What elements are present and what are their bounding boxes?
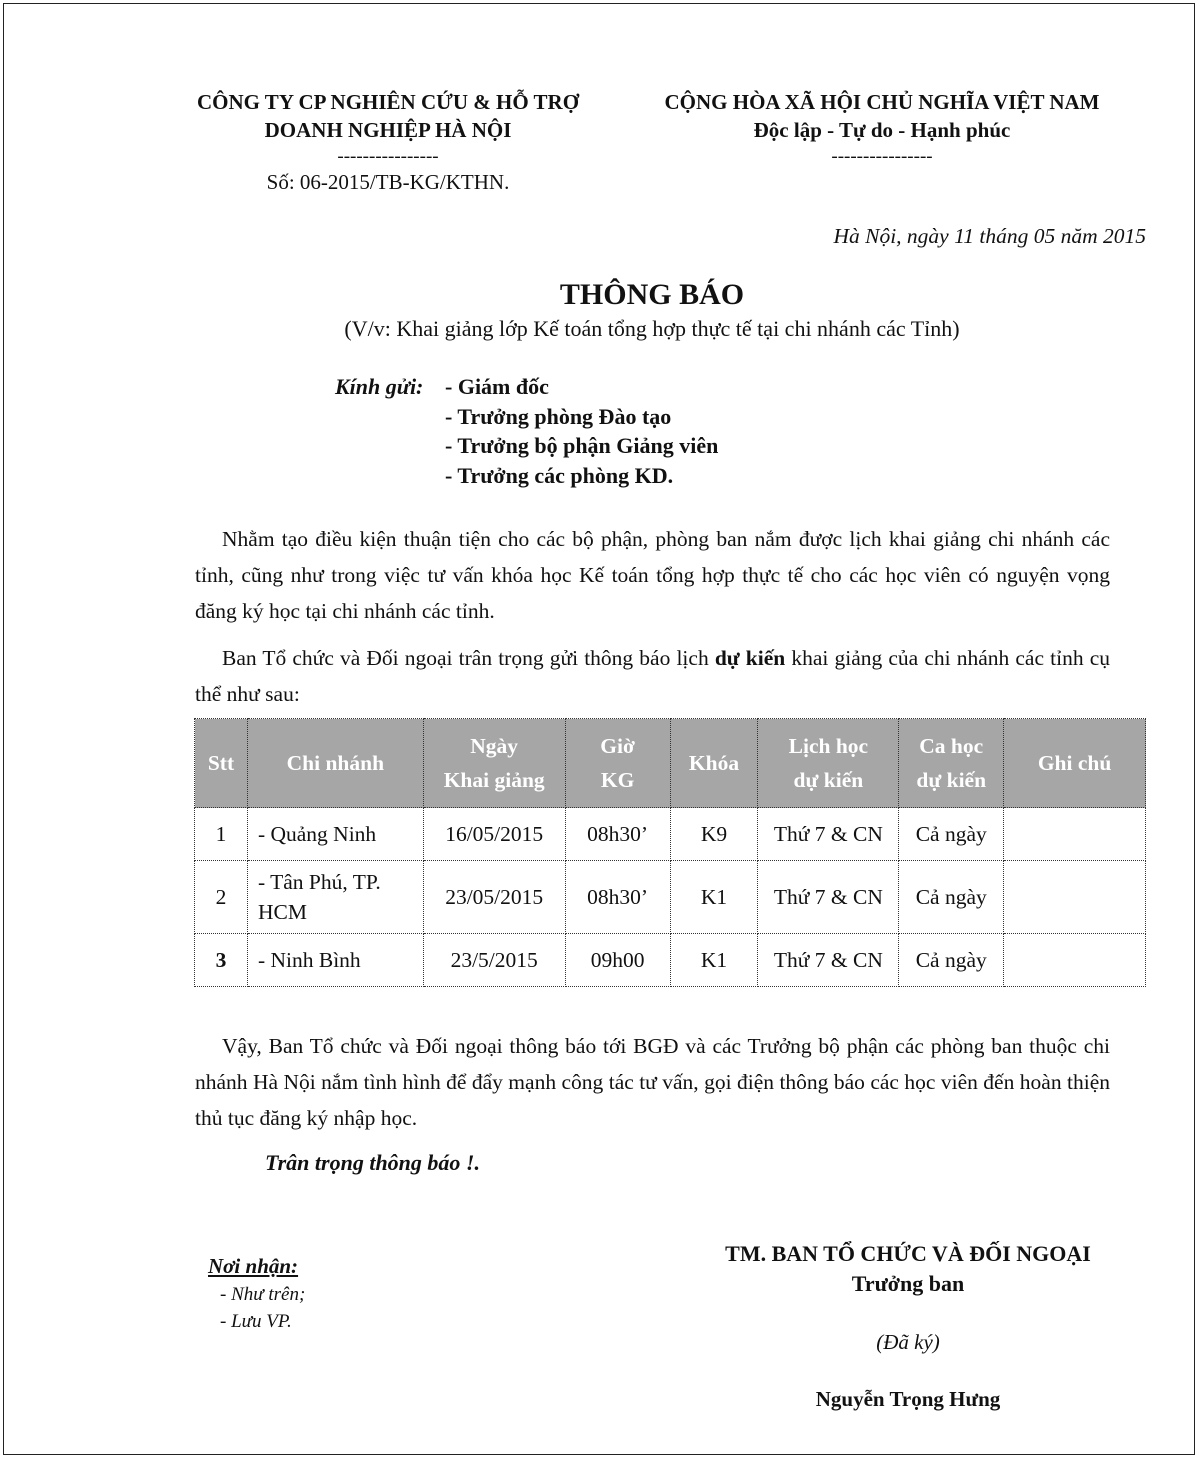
intro-paragraph: Nhằm tạo điều kiện thuận tiện cho các bộ phận, phòng ban nắm được lịch khai giảng chi nhánh các tỉnh, cũng như trong việc tư vấn khóa học Kế toán tổng hợp thực tế cho các học viên có nguyện vọng đăng ký học tại chi nhánh các tỉnh. — [195, 527, 1110, 623]
cell-schedule: Thứ 7 & CN — [758, 861, 899, 934]
cell-note — [1004, 934, 1146, 987]
company-name-line2: DOANH NGHIỆP HÀ NỘI — [264, 118, 512, 142]
schedule-table — [194, 718, 1146, 987]
table-header-row — [195, 719, 1146, 808]
header-branch-label: Chi nhánh — [286, 751, 385, 775]
company-name-line1: CÔNG TY CP NGHIÊN CỨU & HỖ TRỢ — [196, 90, 580, 114]
header-stt-label: Stt — [207, 751, 235, 775]
date-line: Hà Nội, ngày 11 tháng 05 năm 2015 — [833, 224, 1146, 248]
cell-branch: - Tân Phú, TP. HCM — [247, 861, 423, 934]
cell-stt: 1 — [195, 808, 248, 861]
cell-course: K9 — [670, 808, 758, 861]
conclusion-paragraph: Vậy, Ban Tổ chức và Đối ngoại thông báo tới BGĐ và các Trưởng bộ phận các phòng ban thuộc chi nhánh Hà Nội nắm tình hình để đẩy mạnh công tác tư vấn, gọi điện thông báo các học viên đến hoàn thiện thủ tục đăng ký nhập học. — [195, 1034, 1110, 1130]
right-divider: ---------------- — [831, 146, 933, 167]
header-branch — [247, 719, 423, 808]
table-row — [195, 934, 1146, 987]
announcement-text-start: Ban Tổ chức và Đối ngoại trân trọng gửi thông báo lịch — [222, 646, 715, 670]
header-course-label: Khóa — [688, 751, 740, 775]
header-time-line2: KG — [600, 768, 635, 792]
header-schedule-line2: dự kiến — [793, 768, 864, 792]
recipient-item: - Giám đốc — [445, 374, 549, 399]
cell-time: 08h30’ — [565, 808, 670, 861]
cell-course: K1 — [670, 861, 758, 934]
cell-shift: Cả ngày — [899, 808, 1004, 861]
left-divider: ---------------- — [337, 146, 439, 167]
cell-date: 23/05/2015 — [423, 861, 565, 934]
national-motto: Độc lập - Tự do - Hạnh phúc — [753, 118, 1011, 142]
recipient-item: - Trưởng các phòng KD. — [445, 463, 674, 488]
cell-shift: Cả ngày — [899, 861, 1004, 934]
document-number: Số: 06-2015/TB-KG/KTHN. — [266, 170, 510, 194]
signature-role: Trưởng ban — [851, 1271, 965, 1296]
table-row — [195, 808, 1146, 861]
header-schedule — [758, 719, 899, 808]
header-time-line1: Giờ — [600, 734, 635, 758]
cell-note — [1004, 808, 1146, 861]
recipient-item: - Trưởng phòng Đào tạo — [445, 404, 672, 429]
cell-branch: - Quảng Ninh — [247, 808, 423, 861]
cell-stt: 3 — [195, 934, 248, 987]
cell-course: K1 — [670, 934, 758, 987]
document-title: THÔNG BÁO — [559, 278, 745, 311]
recipients-label: Kính gửi: — [335, 374, 424, 399]
header-open-date-line2: Khai giảng — [443, 768, 545, 792]
cell-note — [1004, 861, 1146, 934]
header-shift — [899, 719, 1004, 808]
cell-date: 23/5/2015 — [423, 934, 565, 987]
document-subtitle: (V/v: Khai giảng lớp Kế toán tổng hợp thực tế tại chi nhánh các Tỉnh) — [344, 316, 960, 341]
receiver-item: - Lưu VP. — [220, 1311, 292, 1332]
header-time — [565, 719, 670, 808]
announcement-text-end: khai giảng của chi nhánh các tỉnh cụ thể như sau: — [195, 646, 1110, 706]
signature-organization: TM. BAN TỔ CHỨC VÀ ĐỐI NGOẠI — [725, 1241, 1091, 1266]
header-shift-line1: Ca học — [919, 734, 984, 758]
receiver-item: - Như trên; — [220, 1284, 306, 1305]
cell-date: 16/05/2015 — [423, 808, 565, 861]
header-note-label: Ghi chú — [1037, 751, 1112, 775]
closing-line: Trân trọng thông báo !. — [265, 1150, 480, 1175]
recipient-item: - Trưởng bộ phận Giảng viên — [445, 433, 719, 458]
header-stt — [195, 719, 248, 808]
announcement-text-bold: dự kiến — [714, 646, 786, 670]
table-row — [195, 861, 1146, 934]
header-open-date — [423, 719, 565, 808]
header-course — [670, 719, 758, 808]
cell-schedule: Thứ 7 & CN — [758, 934, 899, 987]
cell-stt: 2 — [195, 861, 248, 934]
cell-shift: Cả ngày — [899, 934, 1004, 987]
signed-note: (Đã ký) — [876, 1330, 940, 1354]
header-open-date-line1: Ngày — [470, 734, 519, 758]
signer-name: Nguyễn Trọng Hưng — [815, 1387, 1001, 1411]
header-shift-line2: dự kiến — [916, 768, 987, 792]
cell-schedule: Thứ 7 & CN — [758, 808, 899, 861]
header-schedule-line1: Lịch học — [788, 734, 869, 758]
cell-time: 09h00 — [565, 934, 670, 987]
header-note — [1004, 719, 1146, 808]
cell-branch: - Ninh Bình — [247, 934, 423, 987]
receivers-label: Nơi nhận: — [208, 1254, 299, 1278]
announcement-paragraph — [195, 640, 1110, 712]
cell-time: 08h30’ — [565, 861, 670, 934]
country-name: CỘNG HÒA XÃ HỘI CHỦ NGHĨA VIỆT NAM — [664, 90, 1100, 114]
